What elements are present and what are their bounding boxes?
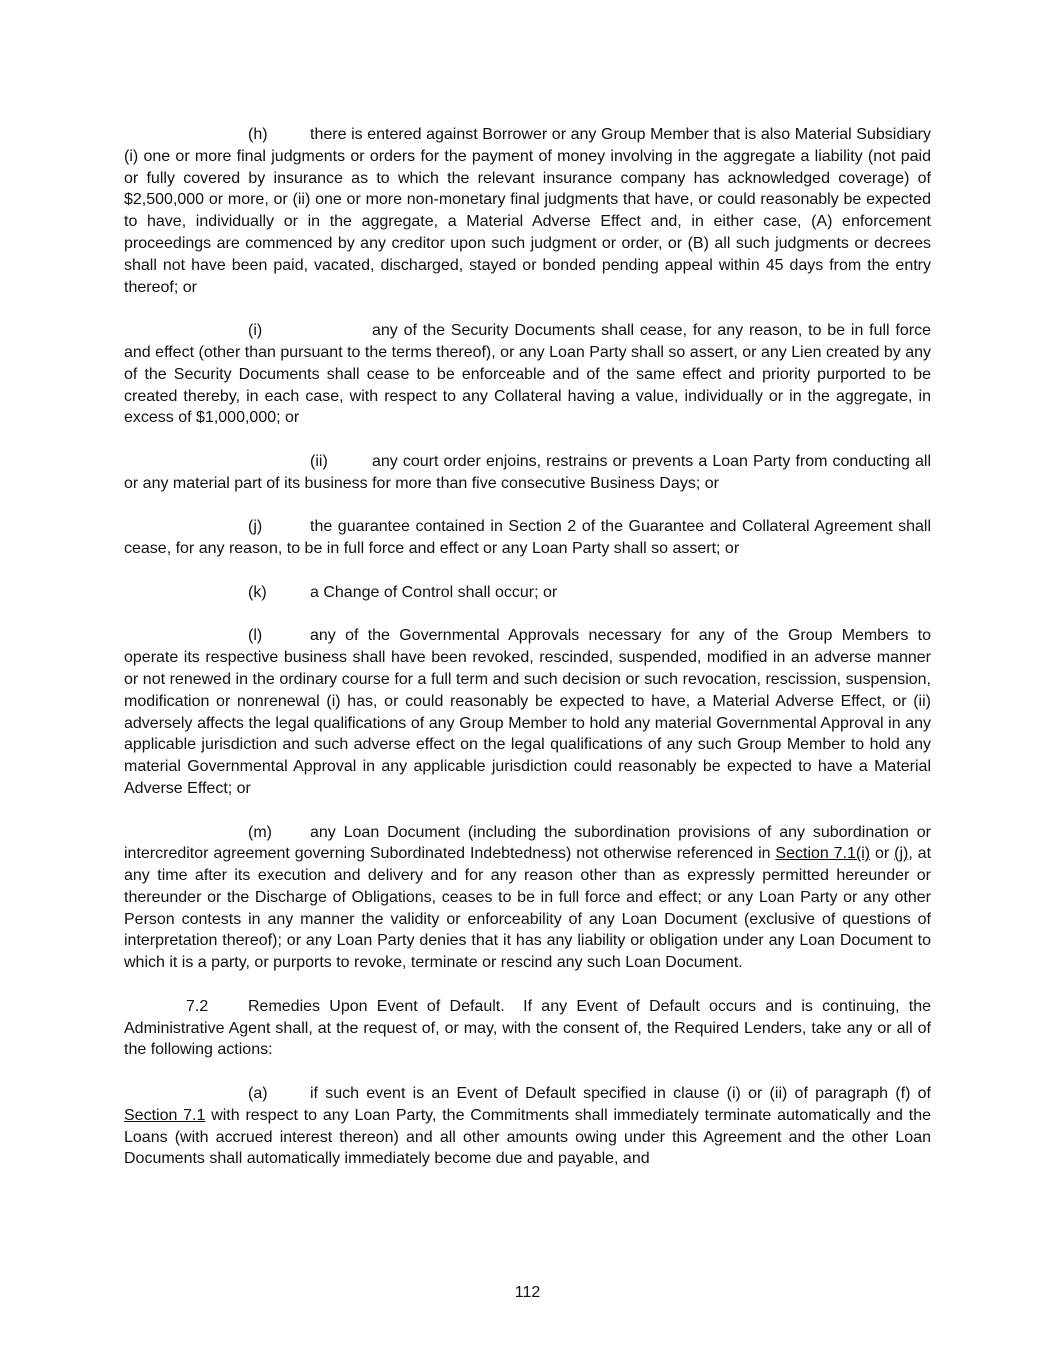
paragraph-text: with respect to any Loan Party, the Commitments shall immediately terminate automatically and the Loans (with accrued interest thereon) and all other amounts owing under this Agreement and the other Loan Documents shall automatically immediately become due and payable, and	[124, 1106, 931, 1168]
paragraph-text: , at any time after its execution and delivery and for any reason other than as expressly permitted hereunder or thereunder or the Discharge of Obligations, ceases to be in full force and effect; or any Loan Party or any other Person contests in any manner the validity or enforceability of any Loan Document (exclusive of questions of interpretation thereof); or any Loan Party denies that it has any liability or obligation under any Loan Document to which it is a party, or purports to revoke, terminate or rescind any such Loan Document.	[124, 845, 932, 972]
section-reference-link[interactable]: Section 7.1(i)	[775, 845, 871, 863]
paragraph-label: (j)	[248, 518, 263, 536]
paragraph-ii	[124, 451, 931, 495]
paragraph-text: any of the Security Documents shall cease, for any reason, to be in full force and effect (other than pursuant to the terms thereof), or any Loan Party shall so assert, or any Lien created by any of the Security Documents shall cease to be enforceable and of the same effect and priority purported to be created thereby, in each case, with respect to any Collateral having a value, individually or in the aggregate, in excess of $1,000,000; or	[124, 322, 931, 427]
paragraph-text: or	[870, 845, 895, 863]
section-reference-link[interactable]: Section 7.1	[124, 1106, 206, 1124]
paragraph-m	[124, 822, 931, 975]
paragraph-label: (k)	[248, 583, 267, 601]
paragraph-text: there is entered against Borrower or any Group Member that is also Material Subsidiary (i) one or more final judgments or orders for the payment of money involving in the aggregate a liability (not paid or fully covered by insurance as to which the relevant insurance company has acknowledged coverage) of $2,500,000 or more, or (ii) one or more non-monetary final judgments that have, or could reasonably be expected to have, individually or in the aggregate, a Material Adverse Effect and, in either case, (A) enforcement proceedings are commenced by any creditor upon such judgment or order, or (B) all such judgments or decrees shall not have been paid, vacated, discharged, stayed or bonded pending appeal within 45 days from the entry thereof; or	[124, 126, 931, 296]
section-reference-link[interactable]: (j)	[894, 845, 909, 863]
paragraph-text: any of the Governmental Approvals necessary for any of the Group Members to operate its respective business shall have been revoked, rescinded, suspended, modified in an adverse manner or not renewed in the ordinary course for a full term and such decision or such revocation, rescission, suspension, modification or nonrenewal (i) has, or could reasonably be expected to have, a Material Adverse Effect, or (ii) adversely affects the legal qualifications of any Group Member to hold any material Governmental Approval in any applicable jurisdiction and such adverse effect on the legal qualifications of any such Group Member to hold any material Governmental Approval in any applicable jurisdiction could reasonably be expected to have a Material Adverse Effect; or	[124, 627, 931, 797]
paragraph-label: (ii)	[310, 452, 328, 470]
section-number: 7.2	[186, 997, 209, 1015]
paragraph-text: any Loan Document (including the subordination provisions of any subordination or intercreditor agreement governing Subordinated Indebtedness) not otherwise referenced in	[124, 823, 931, 863]
paragraph-text: if such event is an Event of Default specified in clause (i) or (ii) of paragraph (f) of	[310, 1085, 931, 1103]
paragraph-j	[124, 516, 931, 560]
paragraph-text: a Change of Control shall occur; or	[310, 583, 558, 601]
document-body	[124, 124, 931, 1192]
section-heading: Remedies Upon Event of Default.	[248, 997, 505, 1015]
section-7-2	[124, 996, 931, 1061]
paragraph-label: (h)	[248, 126, 268, 143]
paragraph-h	[124, 124, 931, 298]
paragraph-label: (a)	[248, 1085, 268, 1103]
paragraph-i	[124, 320, 931, 429]
paragraph-a	[124, 1083, 931, 1170]
paragraph-label: (l)	[248, 627, 263, 645]
page-number: 112	[514, 1284, 541, 1301]
paragraph-label: (m)	[248, 823, 272, 841]
paragraph-label: (i)	[248, 322, 263, 340]
paragraph-text: If any Event of Default occurs and is continuing, the Administrative Agent shall, at the request of, or may, with the consent of, the Required Lenders, take any or all of the following actions:	[124, 997, 932, 1059]
paragraph-k	[124, 582, 931, 604]
paragraph-l	[124, 625, 931, 799]
paragraph-text: any court order enjoins, restrains or prevents a Loan Party from conducting all or any material part of its business for more than five consecutive Business Days; or	[124, 452, 931, 492]
paragraph-text: the guarantee contained in Section 2 of the Guarantee and Collateral Agreement shall cease, for any reason, to be in full force and effect or any Loan Party shall so assert; or	[124, 518, 931, 558]
